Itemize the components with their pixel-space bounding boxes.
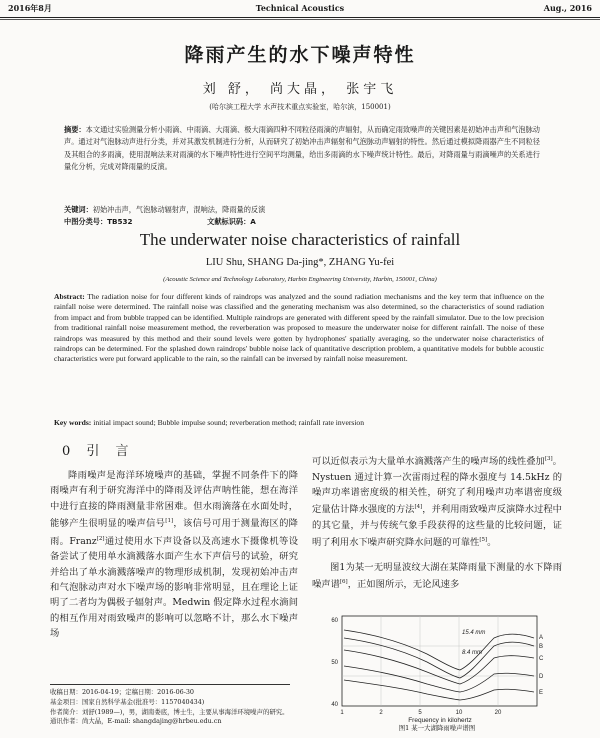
- classification-cn: [64, 216, 540, 228]
- intro-paragraph-left: 降雨噪声是海洋环境噪声的基础，掌握不同条件下的降雨噪声有利于研究海洋中的降雨及评估声呐性能，想在海洋中进行直接的降雨测量非常困难。但水雨滴落在水面处时，能够产生很明显的噪声信号[1]，该信号可用于测量海区的降雨。Franz[2]通过使用水下声设备以及高速水下摄像机等设备尝试了使用单水滴溅落水面产生水下声信号的试验，研究并给出了单水滴溅落噪声的物理形成机制，发现初始冲击声和气泡脉动声对水下噪声场的影响非常明显，且在理论上证明了二者均为偶极子辐射声。Medwin 假定降水过程水滴间的相互作用对雨致噪声的影响可以忽略不计，那么水下噪声场: [50, 470, 298, 640]
- curve-label: A: [539, 635, 544, 641]
- x-tick: 2: [379, 710, 383, 716]
- abstract-en-label: Abstract:: [54, 292, 85, 301]
- y-tick: 50: [331, 660, 338, 666]
- citation: [3]: [544, 456, 553, 462]
- spectrum-curves: [344, 630, 534, 700]
- section-heading: [62, 440, 135, 459]
- doc-code-label: 文献标识码：: [207, 217, 251, 226]
- citation: [5]: [479, 537, 488, 544]
- abstract-cn-label: 摘要：: [64, 125, 86, 134]
- classification-label: 中图分类号：: [64, 217, 108, 226]
- x-axis-label: Frequency in kilohertz: [408, 717, 472, 724]
- classification-code: TB532: [107, 217, 133, 226]
- journal-name: Technical Acoustics: [255, 3, 345, 13]
- footnote-corresponding: 通讯作者：尚大晶，E-mail: shangdajing@hrbeu.edu.cn: [50, 717, 222, 726]
- keywords-cn: [64, 204, 540, 216]
- abstract-en: [54, 292, 544, 365]
- x-tick: 5: [418, 710, 422, 716]
- citation: [2]: [96, 535, 105, 542]
- keywords-en-text: initial impact sound; Bubble impulse sound; reverberation method; rainfall rate inversion: [93, 418, 365, 427]
- header-rule-thin: [0, 19, 600, 20]
- paper-title-cn: 降雨产生的水下噪声特性: [184, 44, 416, 66]
- curve-e: [344, 680, 534, 700]
- section-number: 0: [62, 444, 77, 459]
- curve-label: C: [539, 656, 544, 662]
- footnotes: [50, 688, 300, 727]
- curve-a: [344, 630, 534, 670]
- x-tick: 10: [455, 710, 463, 716]
- y-tick: 40: [331, 702, 338, 708]
- keywords-en-label: Key words:: [54, 418, 92, 427]
- intro-paragraph-right-2: 图1为某一无明显波纹大湖在某降雨量下测量的水下降雨噪声谱[6]，正如图所示，无论风速多: [312, 562, 562, 591]
- keywords-cn-text: 初始冲击声，气泡脉动辐射声，混响法，降雨量的反演: [92, 205, 266, 214]
- curve-c: [344, 650, 534, 684]
- section-title: 引 言: [86, 444, 135, 459]
- x-tick: 1: [340, 710, 344, 716]
- abstract-cn: [64, 124, 540, 174]
- curve-label: B: [539, 644, 544, 650]
- header-date-cn: 2016年8月: [8, 3, 52, 13]
- affiliation-cn: (哈尔滨工程大学 水声技术重点实验室，哈尔滨，150001): [209, 103, 391, 111]
- footnote-rule: [50, 684, 290, 685]
- curve-label: D: [539, 674, 544, 680]
- x-tick: 20: [494, 710, 502, 716]
- footnote-received: 收稿日期：2016-04-19；定稿日期：2016-06-30: [50, 688, 194, 696]
- rain-rate-label: 8.4 mm: [462, 650, 483, 656]
- footnote-funding: 基金项目：国家自然科学基金(批准号：1157040434): [50, 697, 205, 706]
- abstract-en-text: The radiation noise for four different kinds of raindrops was analyzed and the sound radiation mechanisms and the key term that influence on the rainfall noise were determined. The rainfall noise was classified and the generating mechanism was also determined, so the characteristics of sound radiation from impact and from bubble trapped can be identified. Multiple raindrops are generated with different speed by the rainfall simulator. Due to the low precision from traditional rainfall noise measurement method, the reverberation was proposed to measure the underwater noise for different rainfall. The noise of these raindrops was measured by this method and their sound levels were gotten by hydrophones' spatially averaging, so the underwater noise characteristics of raindrops can be determined. For the splashed down raindrops' bubble noise lack of quantitative description problem, a quantitative models for bubble acoustic characteristics were put forward applicable to the rain, so the rainfall can be inversed by rainfall noise measurement.: [54, 292, 545, 364]
- authors-en: LIU Shu, SHANG Da-jing*, ZHANG Yu-fei: [205, 257, 395, 268]
- rain-rate-label: 15.4 mm: [462, 630, 486, 636]
- doc-code: A: [250, 217, 256, 226]
- intro-paragraph-right: 可以近似表示为大量单水滴溅落产生的噪声场的线性叠加[3]。Nystuen 通过计算一次雷雨过程的降水强度与 14.5kHz 的噪声功率谱密度级的相关性，研究了利用噪声功率谱密度级定量估计降水强度的方法[4]，并利用雨致噪声反演降水过程中的其它量，并与传统气象手段获得的这些量的比较问题，证明了利用水下噪声研究降水问题的可靠性[5]。: [312, 456, 562, 549]
- curve-b: [344, 638, 534, 678]
- keywords-en: [54, 418, 544, 427]
- citation: [1]: [165, 518, 174, 525]
- citation: [6]: [339, 579, 348, 586]
- curve-d: [344, 666, 534, 692]
- header-date-en: Aug., 2016: [543, 3, 592, 13]
- footnote-author: 作者简介：刘舒(1989—)，男，湖南娄底，博士生，主要从事海洋环境噪声的研究。: [50, 707, 289, 716]
- figure-1-caption: 图1 某一大湖降雨噪声谱图: [398, 724, 476, 732]
- authors-cn: 刘 舒， 尚大晶， 张宇飞: [202, 82, 398, 97]
- figure-1-spectrum: [312, 608, 562, 726]
- curve-label: E: [539, 690, 544, 696]
- y-tick: 60: [331, 618, 338, 624]
- keywords-cn-label: 关键词：: [64, 205, 93, 214]
- paper-title-en: The underwater noise characteristics of rainfall: [139, 230, 461, 249]
- abstract-cn-text: 本文通过实验测量分析小雨滴、中雨滴、大雨滴、极大雨滴四种不同粒径雨滴的声辐射，从而确定雨致噪声的关键因素是初始冲击声和气泡脉动声。通过对气泡脉动声进行分类，并对其激发机制进行分析，从而研究了初始冲击声辐射和气泡脉动声辐射的特性。然后通过模拟降雨器产生不同粒径及其组合的多雨滴，使用混响法来对雨滴的水下噪声特性进行空间平均测量，给出多雨滴的水下噪声统计特性。最后，对降雨量与雨滴噪声的关系进行量化分析，完成对降雨量的反演。: [64, 125, 540, 172]
- citation: [4]: [414, 504, 423, 511]
- header-rule: [0, 17, 600, 18]
- affiliation-en: (Acoustic Science and Technology Laboratory, Harbin Engineering University, Harbin, 150001, China): [163, 276, 437, 283]
